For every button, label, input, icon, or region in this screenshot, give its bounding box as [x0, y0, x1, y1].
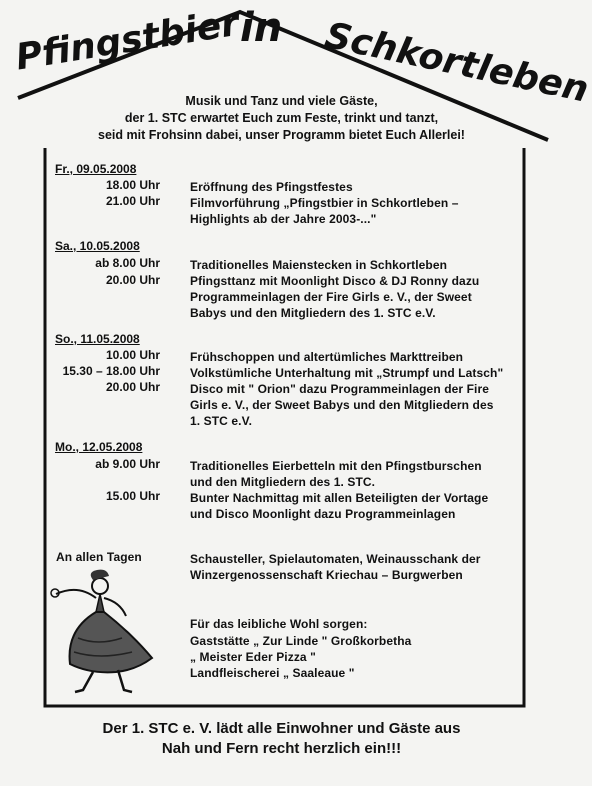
all-days-label: An allen Tagen: [56, 550, 142, 564]
footer-line-2: Nah und Fern recht herzlich ein!!!: [161, 740, 402, 757]
title-word-1: Pfingstbier: [13, 2, 242, 79]
day-date: So., 11.05.2008: [55, 332, 140, 346]
day-time: 15.00 Uhr: [105, 489, 160, 503]
footer-line-1: Der 1. STC e. V. lädt alle Einwohner und Gäste aus: [102, 720, 461, 737]
day-time: 15.30 – 18.00 Uhr: [62, 364, 160, 378]
day-line: Filmvorführung „Pfingstbier in Schkortleben –: [190, 196, 459, 210]
day-line: 1. STC e.V.: [190, 414, 253, 428]
day-line: Programmeinlagen der Fire Girls e. V., der Sweet: [190, 290, 472, 304]
day-line: Traditionelles Maienstecken in Schkortleben: [190, 258, 448, 272]
all-days-line: Winzergenossenschaft Kriechau – Burgwerben: [190, 568, 463, 582]
day-line: Frühschoppen und altertümliches Markttreiben: [190, 350, 464, 364]
day-line: Traditionelles Eierbetteln mit den Pfingstburschen: [190, 459, 482, 473]
intro-line-2: der 1. STC erwartet Euch zum Feste, trinkt und tanzt,: [124, 111, 439, 125]
day-line: und den Mitgliedern des 1. STC.: [190, 475, 376, 489]
day-date: Mo., 12.05.2008: [55, 440, 143, 454]
title-word-2: in: [240, 5, 283, 51]
day-line: Girls e. V., der Sweet Babys und den Mitgliedern des: [190, 398, 494, 412]
day-time: ab 8.00 Uhr: [95, 256, 160, 270]
food-line: „ Meister Eder Pizza ": [190, 650, 316, 664]
day-line: und Disco Moonlight dazu Programmeinlagen: [190, 507, 456, 521]
intro-line-3: seid mit Frohsinn dabei, unser Programm bietet Euch Allerlei!: [98, 128, 465, 142]
day-line: Bunter Nachmittag mit allen Beteiligten der Vortage: [190, 491, 489, 505]
day-time: 10.00 Uhr: [105, 348, 160, 362]
title-word-3: Schkortleben: [321, 15, 592, 111]
day-time: 18.00 Uhr: [105, 178, 160, 192]
intro-line-1: Musik und Tanz und viele Gäste,: [185, 94, 378, 108]
day-time: 21.00 Uhr: [105, 194, 160, 208]
day-date: Fr., 09.05.2008: [55, 162, 137, 176]
day-line: Volkstümliche Unterhaltung mit „Strumpf und Latsch": [190, 366, 504, 380]
dancer-illustration: [38, 568, 168, 698]
day-line: Disco mit " Orion" dazu Programmeinlagen der Fire: [190, 382, 490, 396]
food-line: Für das leibliche Wohl sorgen:: [190, 617, 368, 631]
day-line: Eröffnung des Pfingstfestes: [190, 180, 353, 194]
day-time: 20.00 Uhr: [105, 273, 160, 287]
day-date: Sa., 10.05.2008: [55, 239, 140, 253]
day-line: Highlights ab der Jahre 2003-...": [190, 212, 377, 226]
day-time: 20.00 Uhr: [105, 380, 160, 394]
day-line: Pfingsttanz mit Moonlight Disco & DJ Ronny dazu: [190, 274, 480, 288]
food-line: Gaststätte „ Zur Linde " Großkorbetha: [190, 634, 412, 648]
day-line: Babys und den Mitgliedern des 1. STC e.V.: [190, 306, 436, 320]
food-line: Landfleischerei „ Saaleaue ": [190, 666, 355, 680]
all-days-line: Schausteller, Spielautomaten, Weinausschank der: [190, 552, 481, 566]
day-time: ab 9.00 Uhr: [95, 457, 160, 471]
